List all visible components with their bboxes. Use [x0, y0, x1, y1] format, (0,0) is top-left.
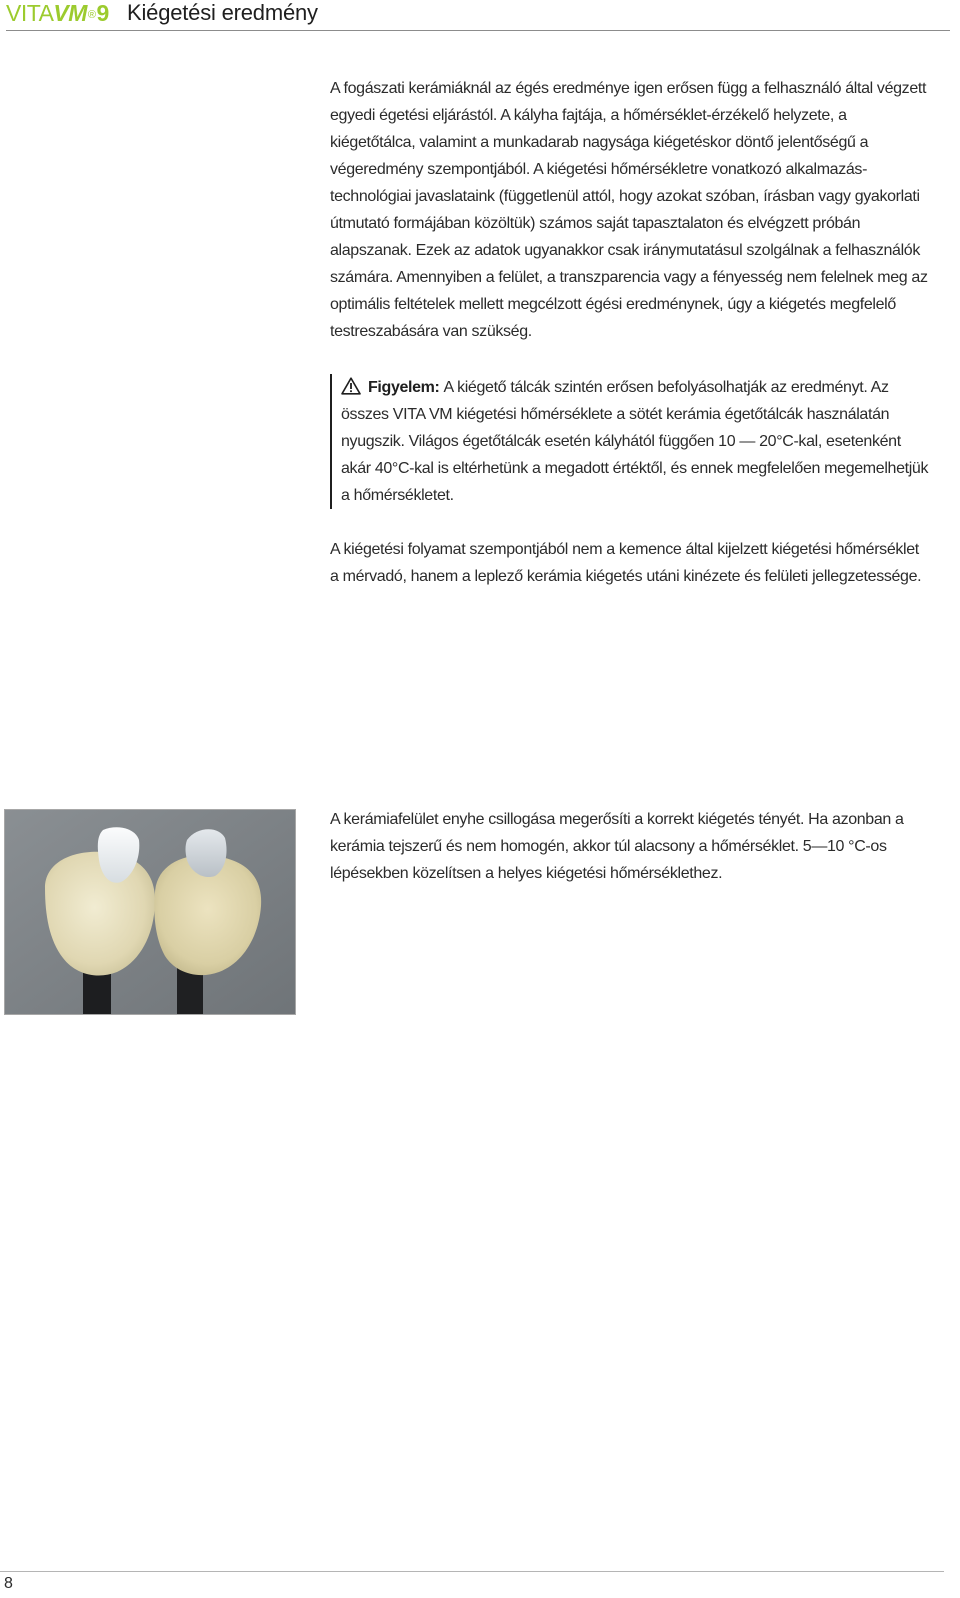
- brand-vm: VM: [53, 0, 87, 26]
- ceramic-crowns-photo: [4, 809, 296, 1015]
- brand-vita: VITA: [6, 0, 54, 26]
- notice-box: [330, 374, 930, 509]
- brand-registered: ®: [87, 8, 96, 21]
- page-number: 8: [4, 1575, 13, 1592]
- footer-divider: [0, 1571, 944, 1572]
- page-header: [6, 0, 956, 32]
- brand-logo: [6, 0, 109, 28]
- intro-paragraph: A fogászati kerámiáknál az égés eredménye igen erősen függ a felhasználó által végzett egyedi égetési eljárástól. A kályha fajtája, a hőmérséklet-érzékelő helyzete, a kiégetőtálca, valamint a munkadarab nagysága kiégetéskor döntő jelentőségű a végeredmény szempontjából. A kiégetési hőmérsékletre vonatkozó alkalmazás-technológiai javaslataink (függetlenül attól, hogy azokat szóban, írásban vagy gyakorlati útmutató formájában közöltük) számos saját tapasztalaton és elvégzett próbán alapszanak. Ezek az adatok ugyanakkor csak iránymutatásul szolgálnak a felhasználók számára. Amennyiben a felület, a transzparencia vagy a fényesség nem felelnek meg az optimális feltételek mellett megcélzott égési eredménynek, úgy a kiégetés megfelelő testreszabására van szükség.: [330, 80, 928, 340]
- firing-process-paragraph: A kiégetési folyamat szempontjából nem a kemence által kijelzett kiégetési hőmérséklet a mérvadó, hanem a leplező kerámia kiégetés utáni kinézete és felületi jellegzetessége.: [330, 541, 922, 585]
- header-divider: [6, 30, 950, 31]
- warning-triangle-icon: [341, 377, 361, 395]
- notice-text: A kiégető tálcák szintén erősen befolyásolhatják az eredményt. Az összes VITA VM kiégetési hőmérséklete a sötét kerámia égetőtálcák használatán nyugszik. Világos égetőtálcák esetén kályhától függően 10 — 20°C-kal, esetenként akár 40°C-kal is eltérhetünk a megadott értéktől, és ennek megfelelően megemelhetjük a hőmérsékletet.: [341, 379, 929, 504]
- brand-nine: 9: [96, 0, 109, 26]
- surface-gloss-paragraph: A kerámiafelület enyhe csillogása megerősíti a korrekt kiégetés tényét. Ha azonban a kerámia tejszerű és nem homogén, akkor túl alacsony a hőmérséklet. 5—10 °C-os lépésekben közelítsen a helyes kiégetési hőmérséklethez.: [330, 811, 904, 882]
- page-title: Kiégetési eredmény: [127, 0, 318, 25]
- notice-label: Figyelem:: [368, 379, 440, 396]
